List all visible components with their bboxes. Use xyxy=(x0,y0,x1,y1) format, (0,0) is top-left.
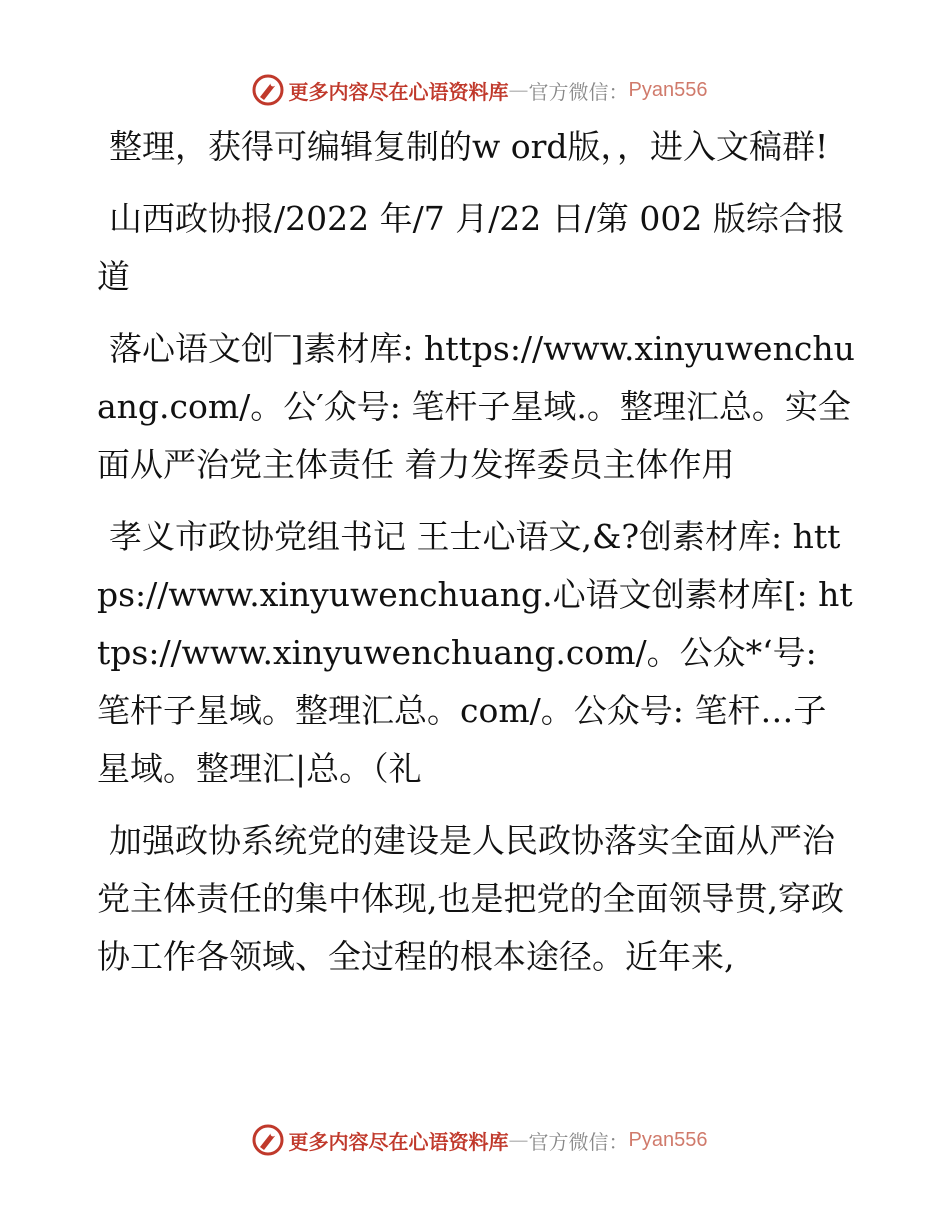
document-body xyxy=(97,118,857,1000)
banner-wechat-id: Pyan556 xyxy=(628,1128,708,1151)
banner-wechat-label: 官方微信： xyxy=(528,1129,629,1154)
banner-main-text: 更多内容尽在心语资料库 xyxy=(288,1129,509,1154)
pen-logo-icon xyxy=(251,1123,285,1157)
header-banner-inner xyxy=(251,73,708,107)
banner-wechat-id: Pyan556 xyxy=(628,78,708,101)
banner-dash: — xyxy=(508,78,529,102)
header-banner xyxy=(0,70,950,110)
paragraph-2: 山西政协报/2022 年/7 月/22 日/第 002 版综合报道 xyxy=(97,199,845,296)
banner-wechat-label: 官方微信： xyxy=(528,79,629,104)
banner-main-text: 更多内容尽在心语资料库 xyxy=(288,79,509,104)
paragraph-4: 孝义市政协党组书记 王士心语文,&?创素材库: https://www.xinyuwenchuang.心语文创素材库[: https://www.xinyuwenchuang.com/。公众*‘号: 笔杆子星域。整理汇总。com/。公众号: 笔杆…子星域。整理汇|总。（礼 xyxy=(97,517,853,788)
pen-logo-icon xyxy=(251,73,285,107)
paragraph-5: 加强政协系统党的建设是人民政协落实全面从严治党主体责任的集中体现,也是把党的全面领导贯,穿政协工作各领域、全过程的根本途径。近年来, xyxy=(97,821,844,976)
footer-banner xyxy=(0,1120,950,1160)
paragraph-1: 整理，获得可编辑复制的w ord版，，进入文稿群! xyxy=(109,127,829,166)
footer-banner-inner xyxy=(251,1123,708,1157)
paragraph-3: 落心语文创‾]素材库: https://www.xinyuwenchuang.com/。公′众号: 笔杆子星域.。整理汇总。实全面从严治党主体责任 着力发挥委员主体作用 xyxy=(97,329,855,484)
banner-dash: — xyxy=(508,1128,529,1152)
